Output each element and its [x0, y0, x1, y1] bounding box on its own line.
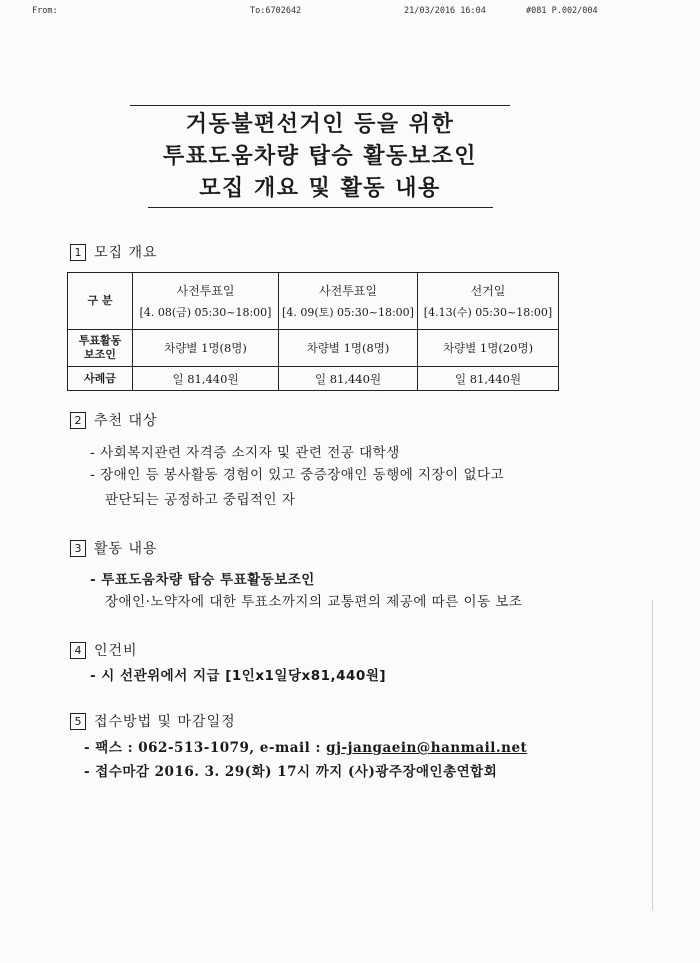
title-line-1: 거동불편선거인 등을 위한	[185, 112, 455, 137]
table-cell: 차량별 1명(8명)	[133, 330, 279, 367]
fax-to: To:6702642	[250, 6, 302, 16]
table-cell	[133, 273, 279, 330]
list-item: - 사회복지관련 자격증 소지자 및 관련 전공 대학생	[90, 445, 400, 461]
table-cell	[418, 273, 559, 330]
fax-datetime: 21/03/2016 16:04	[404, 6, 486, 16]
section-labor-cost	[70, 640, 138, 660]
fax-page-number: #081 P.002/004	[526, 6, 598, 16]
table-row-header	[68, 273, 559, 330]
section-number-box: 2	[70, 412, 86, 429]
column-date: [4.13(수) 05:30~18:00]	[423, 306, 553, 319]
section-title: 활동 내용	[94, 541, 158, 557]
title-line-3: 모집 개요 및 활동 내용	[199, 176, 441, 201]
section-number-box: 5	[70, 713, 86, 730]
fax-header	[0, 6, 700, 20]
contact-line	[84, 736, 527, 756]
section-application-deadline	[70, 711, 236, 731]
title-bottom-rule	[148, 207, 493, 208]
list-item: - 투표도움차량 탑승 투표활동보조인	[90, 572, 315, 588]
table-cell	[279, 273, 418, 330]
section-recruitment-overview	[70, 242, 158, 262]
column-head: 사전투표일	[176, 284, 235, 298]
section-title: 인건비	[94, 643, 138, 659]
section-title: 접수방법 및 마감일정	[94, 714, 236, 730]
row-header-volunteer: 투표활동 보조인	[68, 330, 133, 367]
section-title: 추천 대상	[94, 413, 158, 429]
row-header-label: 구 분	[87, 294, 113, 307]
email-link[interactable]: gj-jangaein@hanmail.net	[326, 740, 528, 756]
column-date: [4. 09(토) 05:30~18:00]	[282, 306, 414, 319]
scan-margin-line	[652, 600, 653, 910]
section-activity-content	[70, 538, 158, 558]
section-number-box: 3	[70, 540, 86, 557]
table-row-payment	[68, 367, 559, 391]
fax-from: From:	[32, 6, 58, 16]
list-item: 장애인·노약자에 대한 투표소까지의 교통편의 제공에 따른 이동 보조	[105, 594, 523, 610]
table-row-volunteers	[68, 330, 559, 367]
table-cell: 일 81,440원	[418, 367, 559, 391]
fax-email-label: - 팩스 : 062-513-1079, e-mail :	[84, 740, 327, 756]
table-cell: 일 81,440원	[279, 367, 418, 391]
table-cell: 차량별 1명(8명)	[279, 330, 418, 367]
deadline-line: - 접수마감 2016. 3. 29(화) 17시 까지 (사)광주장애인총연합회	[84, 764, 498, 780]
column-head: 선거일	[470, 284, 506, 298]
document-title	[120, 105, 520, 208]
section-recommendation-target	[70, 410, 158, 430]
list-item: - 시 선관위에서 지급 [1인x1일당x81,440원]	[90, 668, 387, 684]
title-line-2: 투표도움차량 탑승 활동보조인	[162, 144, 478, 169]
list-item: - 장애인 등 봉사활동 경험이 있고 중증장애인 동행에 지장이 없다고	[90, 467, 505, 483]
column-date: [4. 08(금) 05:30~18:00]	[139, 306, 272, 319]
list-item: 판단되는 공정하고 중립적인 자	[105, 492, 296, 508]
recruitment-table	[67, 272, 559, 391]
title-top-rule	[130, 105, 510, 106]
table-cell: 일 81,440원	[133, 367, 279, 391]
section-number-box: 4	[70, 642, 86, 659]
section-title: 모집 개요	[94, 245, 158, 261]
section-number-box: 1	[70, 244, 86, 261]
table-cell: 차량별 1명(20명)	[418, 330, 559, 367]
column-head: 사전투표일	[319, 284, 377, 298]
row-header-category	[68, 273, 133, 330]
row-header-payment: 사례금	[68, 367, 133, 391]
